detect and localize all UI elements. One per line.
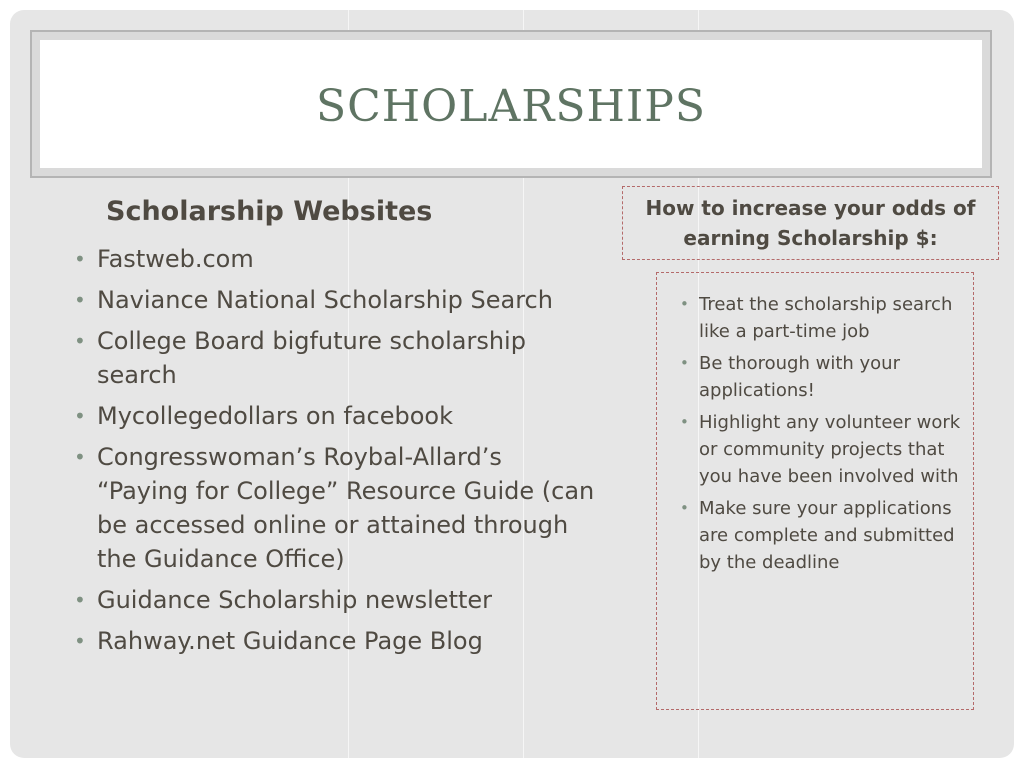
list-item: • Mycollegedollars on facebook xyxy=(70,399,600,433)
list-item: • Rahway.net Guidance Page Blog xyxy=(70,624,600,658)
list-item: • College Board bigfuture scholarship search xyxy=(70,324,600,392)
list-item: • Highlight any volunteer work or community projects that you have been involved with xyxy=(675,409,965,490)
list-item: • Be thorough with your applications! xyxy=(675,350,965,404)
slide-title: SCHOLARSHIPS xyxy=(315,80,707,132)
list-item: • Guidance Scholarship newsletter xyxy=(70,583,600,617)
list-item: • Naviance National Scholarship Search xyxy=(70,283,600,317)
websites-list xyxy=(70,242,600,665)
list-item: • Congresswoman’s Roybal-Allard’s “Paying for College” Resource Guide (can be accessed online or attained through the Guidance Office) xyxy=(70,440,600,576)
websites-heading: Scholarship Websites xyxy=(106,196,433,227)
odds-callout-text: How to increase your odds of earning Scholarship $: xyxy=(645,196,976,250)
title-frame xyxy=(30,30,992,178)
list-item: • Treat the scholarship search like a part-time job xyxy=(675,291,965,345)
tips-list xyxy=(675,291,965,581)
list-item: • Make sure your applications are complete and submitted by the deadline xyxy=(675,495,965,576)
title-panel xyxy=(40,40,982,168)
slide xyxy=(10,10,1014,758)
odds-callout-box xyxy=(622,186,999,260)
tips-box xyxy=(656,272,974,710)
list-item: • Fastweb.com xyxy=(70,242,600,276)
